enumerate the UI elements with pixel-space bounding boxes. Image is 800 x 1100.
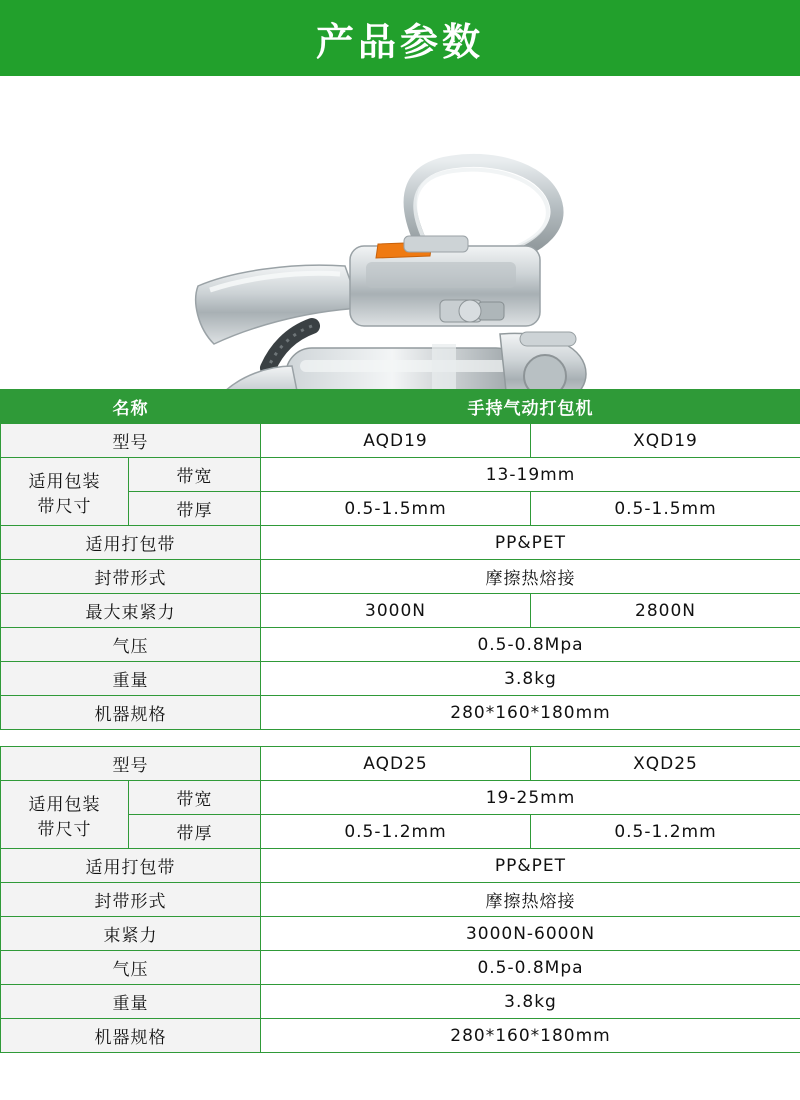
strap-size-line1: 适用包装 — [28, 471, 101, 492]
row-value-thickness-1: 0.5-1.2mm — [261, 815, 531, 849]
spec-table-25 — [0, 746, 800, 1053]
row-value-width: 19-25mm — [261, 781, 800, 815]
strapping-tool-illustration — [0, 76, 800, 389]
table-header-row — [1, 390, 800, 424]
strap-size-line2: 带尺寸 — [37, 496, 92, 517]
row-value-air-pressure: 0.5-0.8Mpa — [261, 951, 800, 985]
row-value-model-1: AQD25 — [261, 747, 531, 781]
table-row — [1, 628, 800, 662]
row-value-model-2: XQD25 — [531, 747, 800, 781]
row-label-strap-size — [1, 781, 129, 849]
table-row — [1, 424, 800, 458]
table-row — [1, 781, 800, 815]
page-banner — [0, 0, 800, 76]
row-label-air-pressure: 气压 — [1, 628, 261, 662]
table-row — [1, 594, 800, 628]
header-value: 手持气动打包机 — [261, 390, 800, 424]
row-value-weight: 3.8kg — [261, 662, 800, 696]
row-label-max-tension: 最大束紧力 — [1, 594, 261, 628]
strap-size-line2: 带尺寸 — [37, 819, 92, 840]
row-label-strap-size — [1, 458, 129, 526]
row-label-model: 型号 — [1, 747, 261, 781]
table-row — [1, 696, 800, 730]
row-label-dimensions: 机器规格 — [1, 696, 261, 730]
table-row — [1, 1019, 800, 1053]
table-row — [1, 526, 800, 560]
header-label: 名称 — [1, 390, 261, 424]
table-row — [1, 849, 800, 883]
row-value-thickness-2: 0.5-1.5mm — [531, 492, 800, 526]
row-label-model: 型号 — [1, 424, 261, 458]
table-row — [1, 917, 800, 951]
table-row — [1, 883, 800, 917]
table-row — [1, 951, 800, 985]
row-value-tension: 3000N-6000N — [261, 917, 800, 951]
row-sublabel-thickness: 带厚 — [129, 492, 261, 526]
row-label-dimensions: 机器规格 — [1, 1019, 261, 1053]
table-separator — [0, 730, 800, 746]
row-value-seal-type: 摩擦热熔接 — [261, 560, 800, 594]
row-sublabel-thickness: 带厚 — [129, 815, 261, 849]
row-value-thickness-1: 0.5-1.5mm — [261, 492, 531, 526]
table-row — [1, 662, 800, 696]
row-label-weight: 重量 — [1, 662, 261, 696]
row-value-seal-type: 摩擦热熔接 — [261, 883, 800, 917]
row-value-air-pressure: 0.5-0.8Mpa — [261, 628, 800, 662]
row-value-max-tension-1: 3000N — [261, 594, 531, 628]
row-value-dimensions: 280*160*180mm — [261, 696, 800, 730]
row-label-tension: 束紧力 — [1, 917, 261, 951]
product-image — [0, 76, 800, 389]
row-value-strap-type: PP&PET — [261, 526, 800, 560]
row-value-width: 13-19mm — [261, 458, 800, 492]
table-row — [1, 458, 800, 492]
row-label-seal-type: 封带形式 — [1, 883, 261, 917]
row-label-strap-type: 适用打包带 — [1, 849, 261, 883]
row-label-air-pressure: 气压 — [1, 951, 261, 985]
row-label-strap-type: 适用打包带 — [1, 526, 261, 560]
row-sublabel-width: 带宽 — [129, 781, 261, 815]
row-label-weight: 重量 — [1, 985, 261, 1019]
strap-size-line1: 适用包装 — [28, 794, 101, 815]
page-footer-space — [0, 1053, 800, 1079]
row-value-max-tension-2: 2800N — [531, 594, 800, 628]
table-row — [1, 985, 800, 1019]
page-title: 产品参数 — [315, 19, 484, 64]
spec-table-19 — [0, 389, 800, 730]
row-value-model-1: AQD19 — [261, 424, 531, 458]
row-value-strap-type: PP&PET — [261, 849, 800, 883]
table-row — [1, 560, 800, 594]
row-value-model-2: XQD19 — [531, 424, 800, 458]
row-value-weight: 3.8kg — [261, 985, 800, 1019]
row-value-thickness-2: 0.5-1.2mm — [531, 815, 800, 849]
row-value-dimensions: 280*160*180mm — [261, 1019, 800, 1053]
row-sublabel-width: 带宽 — [129, 458, 261, 492]
table-row — [1, 747, 800, 781]
row-label-seal-type: 封带形式 — [1, 560, 261, 594]
